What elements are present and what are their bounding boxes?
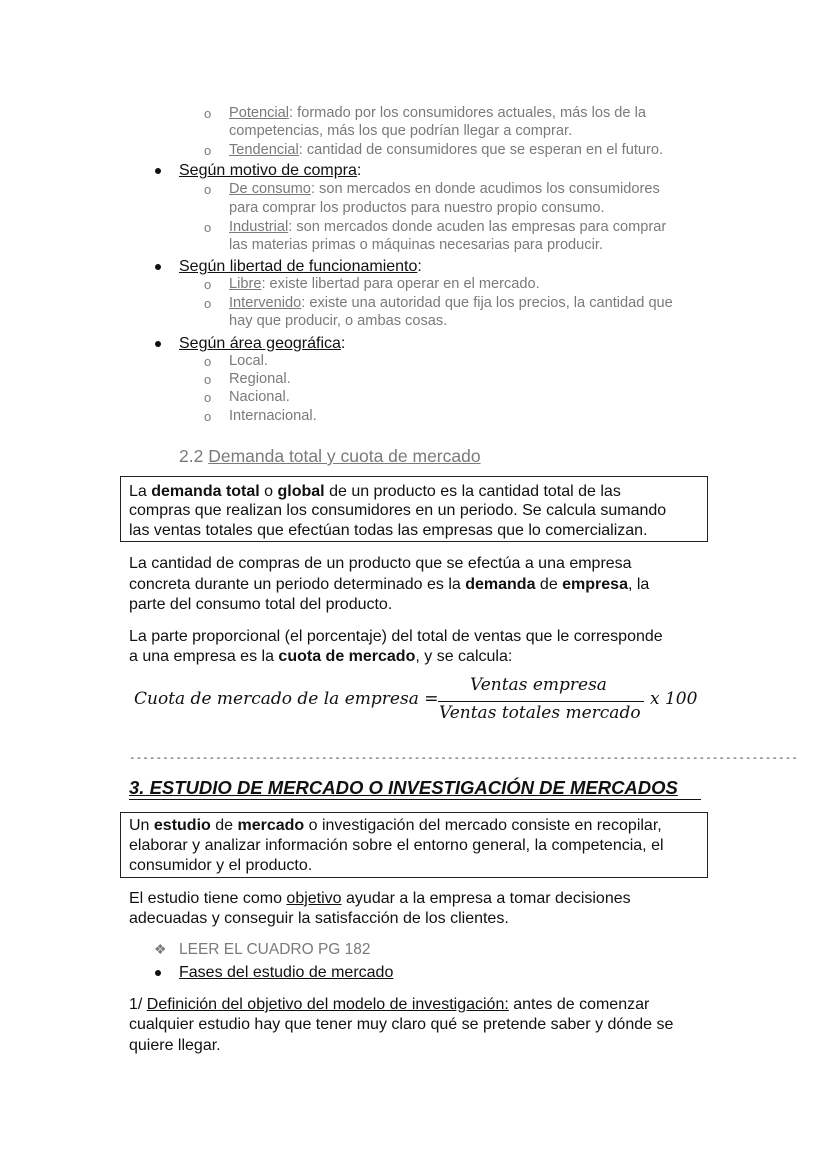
circle-bullet-icon: o <box>204 106 212 121</box>
leer-cuadro-note: LEER EL CUADRO PG 182 <box>179 941 371 958</box>
bullet-dot-icon <box>155 970 161 976</box>
circle-bullet-icon: o <box>204 372 212 387</box>
circle-bullet-icon: o <box>204 296 212 311</box>
list-item-internacional: Internacional. <box>229 408 317 424</box>
dashed-divider: ----------------------------------------------------------------------------------------------------- <box>129 751 798 764</box>
box1-line2: compras que realizan los consumidores en un periodo. Se calcula sumando <box>129 502 667 519</box>
bullet-dot-icon <box>155 341 161 347</box>
subsection-heading: 2.2 Demanda total y cuota de mercado <box>179 446 481 466</box>
para2-line2: a una empresa es la cuota de mercado, y se calcula: <box>129 648 513 665</box>
list-item-de-consumo: De consumo: son mercados en donde acudimos los consumidores <box>229 181 660 197</box>
list-item-industrial-cont: las materias primas o máquinas necesarias para producir. <box>229 237 603 253</box>
list-item-tendencial: Tendencial: cantidad de consumidores que se esperan en el futuro. <box>229 142 664 158</box>
box2-line3: consumidor y el producto. <box>129 857 313 874</box>
box2-line1: Un estudio de mercado o investigación del mercado consiste en recopilar, <box>129 817 662 834</box>
list-item-intervenido-cont: hay que producir, o ambas cosas. <box>229 313 448 329</box>
heading-libertad-funcionamiento: Según libertad de funcionamiento: <box>179 258 422 275</box>
list-item-libre: Libre: existe libertad para operar en el mercado. <box>229 276 540 292</box>
circle-bullet-icon: o <box>204 182 212 197</box>
box1-line3: las ventas totales que efectúan todas las empresas que lo comercializan. <box>129 522 648 539</box>
circle-bullet-icon: o <box>204 220 212 235</box>
bullet-dot-icon <box>155 264 161 270</box>
step1-line2: cualquier estudio hay que tener muy claro qué se pretende saber y dónde se <box>129 1016 674 1033</box>
para1-line1: La cantidad de compras de un producto que se efectúa a una empresa <box>129 555 632 572</box>
circle-bullet-icon: o <box>204 143 212 158</box>
circle-bullet-icon: o <box>204 409 212 424</box>
circle-bullet-icon: o <box>204 277 212 292</box>
formula-denominator: Ventas totales mercado <box>439 703 641 723</box>
circle-bullet-icon: o <box>204 390 212 405</box>
list-item-potencial: Potencial: formado por los consumidores actuales, más los de la <box>229 105 646 121</box>
heading-motivo-compra: Según motivo de compra: <box>179 162 362 179</box>
para2-line1: La parte proporcional (el porcentaje) del total de ventas que le corresponde <box>129 628 663 645</box>
heading-area-geografica: Según área geográfica: <box>179 335 346 352</box>
list-item-nacional: Nacional. <box>229 389 290 405</box>
list-item-local: Local. <box>229 353 268 369</box>
list-item-intervenido: Intervenido: existe una autoridad que fija los precios, la cantidad que <box>229 295 673 311</box>
fases-heading: Fases del estudio de mercado <box>179 964 394 981</box>
para1-line2: concreta durante un periodo determinado es la demanda de empresa, la <box>129 576 650 593</box>
para3-line2: adecuadas y conseguir la satisfacción de los clientes. <box>129 910 509 927</box>
circle-bullet-icon: o <box>204 354 212 369</box>
list-item-de-consumo-cont: para comprar los productos para nuestro propio consumo. <box>229 200 605 216</box>
step1-line3: quiere llegar. <box>129 1037 221 1054</box>
diamond-bullet-icon: ❖ <box>154 941 167 957</box>
para1-line3: parte del consumo total del producto. <box>129 596 393 613</box>
list-item-industrial: Industrial: son mercados donde acuden las empresas para comprar <box>229 219 667 235</box>
list-item-regional: Regional. <box>229 371 291 387</box>
formula-lhs: Cuota de mercado de la empresa = <box>134 689 439 709</box>
formula-numerator: Ventas empresa <box>470 675 607 695</box>
heading-rule <box>129 799 701 800</box>
para3-line1: El estudio tiene como objetivo ayudar a la empresa a tomar decisiones <box>129 890 631 907</box>
box2-line2: elaborar y analizar información sobre el entorno general, la competencia, el <box>129 837 664 854</box>
list-item-potencial-cont: competencias, más los que podrían llegar a comprar. <box>229 123 573 139</box>
formula-factor: x 100 <box>650 689 698 709</box>
bullet-dot-icon <box>155 168 161 174</box>
box1-line1: La demanda total o global de un producto es la cantidad total de las <box>129 483 621 500</box>
section-3-heading: 3. ESTUDIO DE MERCADO O INVESTIGACIÓN DE MERCADOS <box>129 777 678 798</box>
step1-line1: 1/ Definición del objetivo del modelo de investigación: antes de comenzar <box>129 996 650 1013</box>
